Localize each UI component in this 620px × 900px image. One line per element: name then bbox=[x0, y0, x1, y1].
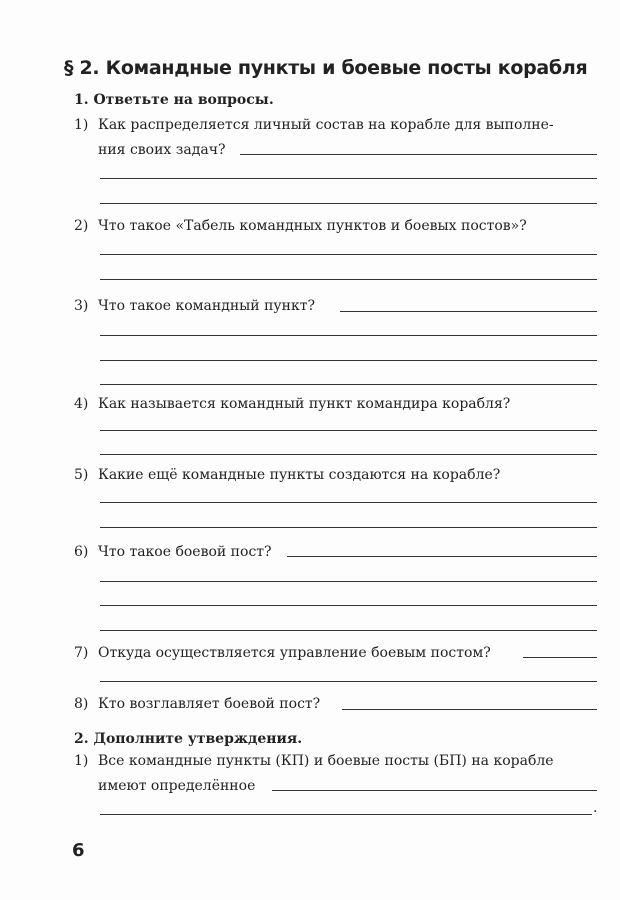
answer-line[interactable] bbox=[100, 178, 597, 179]
question-text: Что такое «Табель командных пунктов и боевых постов»? bbox=[98, 218, 527, 234]
question-text: Откуда осуществляется управление боевым постом? bbox=[98, 645, 491, 661]
question-number: 3) bbox=[74, 298, 89, 314]
question-number: 2) bbox=[74, 218, 89, 234]
question-8 bbox=[74, 694, 598, 714]
statement-1 bbox=[74, 751, 598, 771]
answer-line[interactable] bbox=[342, 709, 597, 710]
answer-line[interactable] bbox=[100, 630, 597, 631]
question-text: Кто возглавляет боевой пост? bbox=[98, 696, 321, 712]
answer-line[interactable] bbox=[100, 814, 592, 815]
question-text: Какие ещё командные пункты создаются на корабле? bbox=[98, 467, 501, 483]
answer-line[interactable] bbox=[100, 279, 597, 280]
question-text: Что такое боевой пост? bbox=[98, 544, 272, 560]
statement-end-period: . bbox=[593, 800, 598, 816]
question-number: 6) bbox=[74, 544, 89, 560]
question-number: 4) bbox=[74, 396, 89, 412]
question-1 bbox=[74, 115, 598, 135]
statement-text-line-2: имеют определённое bbox=[98, 778, 256, 794]
question-3 bbox=[74, 296, 598, 316]
answer-line[interactable] bbox=[100, 384, 597, 385]
question-number: 1) bbox=[74, 117, 89, 133]
question-2 bbox=[74, 216, 598, 236]
answer-line[interactable] bbox=[100, 527, 597, 528]
section-1-heading: 1. Ответьте на вопросы. bbox=[74, 92, 274, 108]
answer-line[interactable] bbox=[287, 556, 597, 557]
question-6 bbox=[74, 542, 598, 562]
answer-line[interactable] bbox=[100, 681, 597, 682]
answer-line[interactable] bbox=[100, 254, 597, 255]
question-7 bbox=[74, 643, 598, 663]
section-2-heading: 2. Дополните утверждения. bbox=[74, 731, 303, 747]
answer-line[interactable] bbox=[100, 605, 597, 606]
answer-line[interactable] bbox=[100, 335, 597, 336]
question-5 bbox=[74, 465, 598, 485]
answer-line[interactable] bbox=[340, 311, 597, 312]
question-text: Как называется командный пункт командира корабля? bbox=[98, 396, 511, 412]
question-text-line-2: ния своих задач? bbox=[98, 142, 226, 158]
question-number: 7) bbox=[74, 645, 89, 661]
question-number: 8) bbox=[74, 696, 89, 712]
question-number: 5) bbox=[74, 467, 89, 483]
answer-line[interactable] bbox=[100, 581, 597, 582]
answer-line[interactable] bbox=[272, 790, 597, 791]
question-1-continued bbox=[74, 140, 598, 160]
question-4 bbox=[74, 394, 598, 414]
statement-text-line-1: Все командные пункты (КП) и боевые посты (БП) на корабле bbox=[98, 753, 554, 769]
answer-line[interactable] bbox=[100, 430, 597, 431]
answer-line[interactable] bbox=[100, 454, 597, 455]
page-title: § 2. Командные пункты и боевые посты корабля bbox=[64, 57, 588, 79]
page-number: 6 bbox=[72, 840, 85, 861]
answer-line[interactable] bbox=[523, 657, 597, 658]
answer-line[interactable] bbox=[100, 502, 597, 503]
question-text-line-1: Как распределяется личный состав на корабле для выполне- bbox=[98, 117, 554, 133]
answer-line[interactable] bbox=[100, 360, 597, 361]
statement-1-continued bbox=[74, 776, 598, 796]
answer-line[interactable] bbox=[100, 203, 597, 204]
question-text: Что такое командный пункт? bbox=[98, 298, 315, 314]
statement-number: 1) bbox=[74, 753, 89, 769]
answer-line[interactable] bbox=[240, 154, 597, 155]
